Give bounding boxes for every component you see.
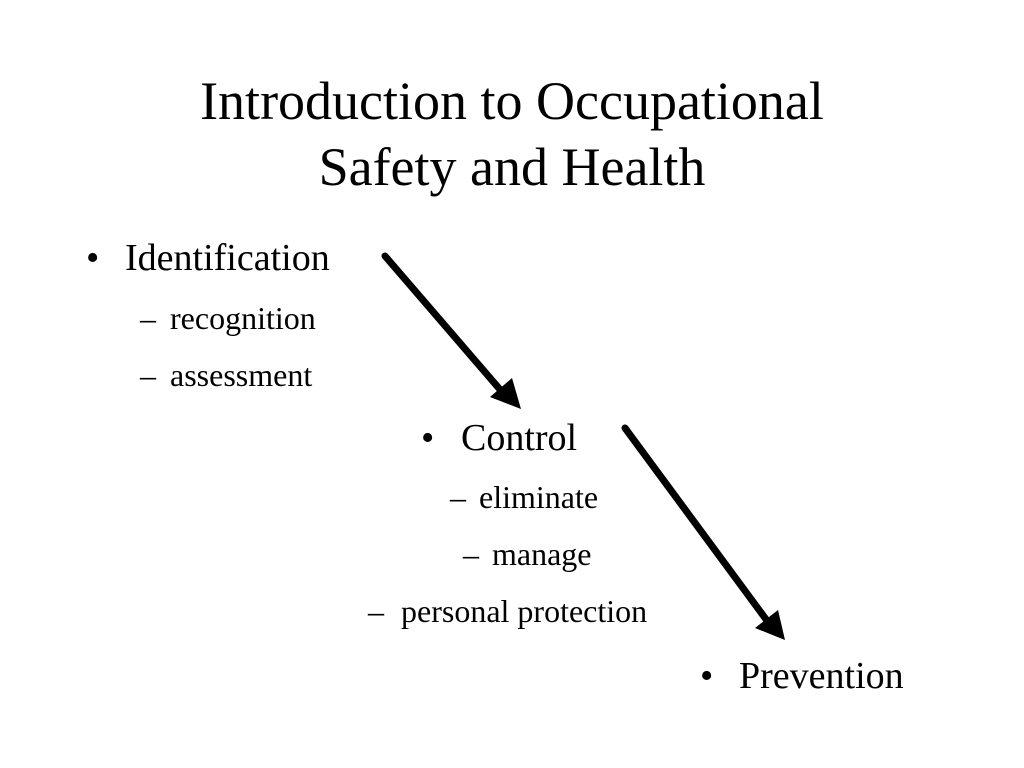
eliminate-text: eliminate: [479, 479, 599, 515]
manage-dash: –: [463, 536, 479, 572]
identification-bullet: •: [86, 237, 100, 279]
prevention-label: Prevention: [739, 655, 904, 697]
control-bullet: •: [421, 417, 435, 459]
recognition-dash: –: [140, 300, 156, 336]
identification-label: Identification: [125, 237, 330, 279]
personal-protection-text: personal protection: [401, 593, 648, 629]
title-line-1: Introduction to Occupational: [200, 71, 824, 131]
personal-protection-dash: –: [368, 593, 384, 629]
arrow-down-right-icon: [625, 428, 785, 640]
control-label: Control: [461, 417, 578, 459]
arrow-down-right-icon: [385, 256, 521, 409]
recognition-text: recognition: [170, 300, 316, 336]
prevention-bullet: •: [700, 655, 714, 697]
title-line-2: Safety and Health: [318, 137, 706, 197]
eliminate-dash: –: [450, 479, 466, 515]
assessment-dash: –: [140, 357, 156, 393]
manage-text: manage: [492, 536, 592, 572]
assessment-text: assessment: [170, 357, 313, 393]
